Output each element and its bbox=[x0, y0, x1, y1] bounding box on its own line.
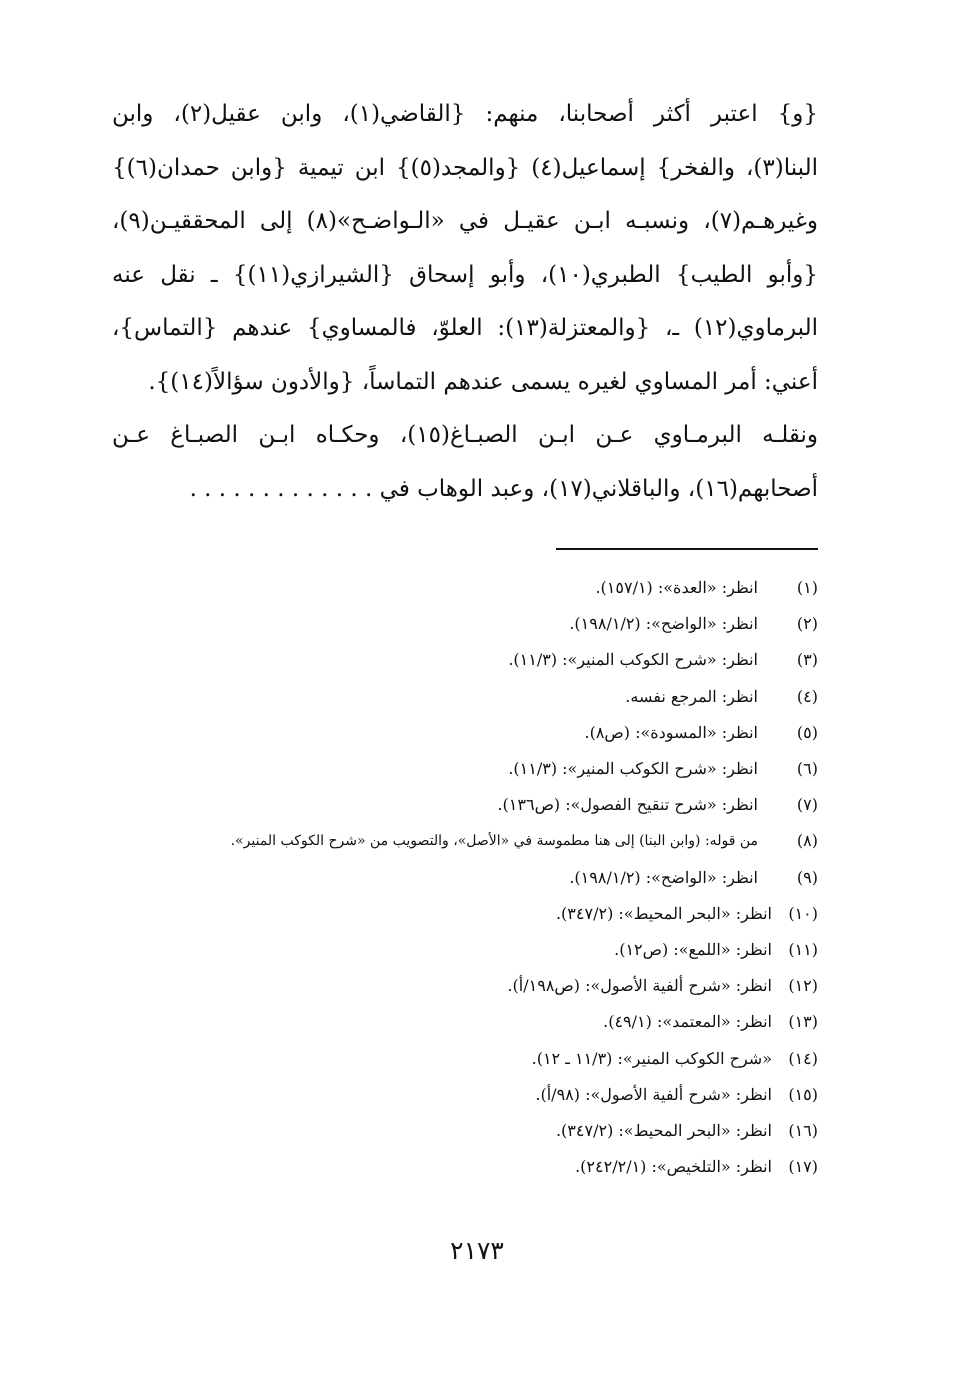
footnote-item bbox=[118, 1077, 818, 1113]
footnote-text: انظر: «شرح ألفية الأصول»: (ص١٩٨/أ). bbox=[507, 976, 772, 996]
footnote-item bbox=[118, 570, 818, 606]
footnote-text: انظر: «شرح ألفية الأصول»: (٩٨/أ). bbox=[535, 1084, 772, 1104]
footnote-text: انظر: «التلخيص»: (٢٤٢/٢/١). bbox=[575, 1157, 772, 1177]
footnote-item bbox=[118, 751, 818, 787]
footnote-number: (١٢) bbox=[788, 976, 818, 996]
footnote-item bbox=[118, 823, 818, 859]
footnote-item bbox=[118, 606, 818, 642]
footnote-number: (٣) bbox=[796, 650, 818, 670]
footnote-item bbox=[118, 642, 818, 678]
footnote-item bbox=[118, 1041, 818, 1077]
footnote-text: انظر: «المسودة»: (ص٨). bbox=[584, 722, 758, 742]
footnote-item bbox=[118, 1149, 818, 1185]
footnote-text: انظر: «البحر المحيط»: (٣٤٧/٢). bbox=[555, 903, 772, 923]
footnote-number: (١) bbox=[796, 578, 818, 597]
footnote-text: «شرح الكوكب المنير»: (١١/٣ ـ ١٢). bbox=[531, 1048, 772, 1068]
footnote-number: (٢) bbox=[796, 614, 818, 634]
footnote-text: انظر: «شرح الكوكب المنير»: (١١/٣). bbox=[508, 650, 758, 670]
footnote-number: (٥) bbox=[796, 722, 818, 742]
main-text-line: أصحابهم(١٦)، والباقلاني(١٧)، وعبد الوهاب في . . . . . . . . . . . . . bbox=[189, 475, 818, 502]
footnote-item bbox=[118, 896, 818, 932]
footnote-number: (٤) bbox=[796, 686, 818, 706]
footnote-item bbox=[118, 932, 818, 968]
footnote-number: (١٦) bbox=[788, 1121, 818, 1141]
footnote-number: (٦) bbox=[796, 759, 818, 779]
footnote-text: انظر: «المعتمد»: (٤٩/١). bbox=[603, 1012, 772, 1032]
main-text-line: أعني: أمر المساوي لغيره يسمى عندهم التماساً، {والأدون سؤالاً(١٤)}. bbox=[148, 368, 818, 395]
footnote-item bbox=[118, 968, 818, 1004]
footnote-number: (١٥) bbox=[788, 1084, 818, 1104]
footnote-number: (٧) bbox=[796, 795, 818, 815]
main-text-line: البرماوي(١٢) ـ، {والمعتزلة(١٣): العلوّ، فالمساوي} عندهم {التماس}، bbox=[112, 315, 818, 341]
footnote-text: من قوله: (وابن البنا) إلى هنا مطموسة في «الأصل»، والتصويب من «شرح الكوكب المنير». bbox=[230, 833, 758, 850]
footnote-item bbox=[118, 787, 818, 823]
footnote-item bbox=[118, 679, 818, 715]
main-text-line: {و} اعتبر أكثر أصحابنا، منهم: {القاضي(١)، وابن عقيل(٢)، وابن bbox=[112, 101, 818, 127]
footnotes-list bbox=[118, 570, 818, 1185]
footnote-number: (١٣) bbox=[788, 1012, 818, 1032]
footnote-number: (١٤) bbox=[788, 1048, 818, 1068]
footnote-text: انظر: «الواضح»: (١٩٨/١/٢). bbox=[569, 867, 758, 887]
footnote-text: انظر: «شرح الكوكب المنير»: (١١/٣). bbox=[508, 759, 758, 779]
footnote-text: انظر: «العدة»: (١٥٧/١). bbox=[595, 578, 758, 597]
footnote-item bbox=[118, 1004, 818, 1040]
footnote-number: (١٠) bbox=[788, 903, 818, 923]
footnote-item bbox=[118, 715, 818, 751]
footnote-number: (٩) bbox=[796, 867, 818, 887]
footnote-text: انظر: المرجع نفسه. bbox=[625, 686, 758, 706]
footnote-item bbox=[118, 860, 818, 896]
footnote-text: انظر: «شرح تنقيح الفصول»: (ص١٣٦). bbox=[497, 795, 758, 815]
main-text-line: ونقلـه البرمـاوي عـن ابـن الصبـاغ(١٥)، وحكـاه ابـن الصبـاغ عـن bbox=[112, 422, 818, 448]
footnote-item bbox=[118, 1113, 818, 1149]
footnote-separator bbox=[556, 548, 818, 550]
footnote-text: انظر: «الواضح»: (١٩٨/١/٢). bbox=[569, 614, 758, 634]
footnote-number: (١١) bbox=[788, 940, 818, 960]
footnote-number: (٨) bbox=[796, 831, 818, 851]
main-body-text bbox=[112, 88, 818, 516]
main-text-line: {وأبو الطيب} الطبري(١٠)، وأبو إسحاق {الشيرازي(١١)} ـ نقل عنه bbox=[112, 261, 818, 288]
footnote-number: (١٧) bbox=[788, 1157, 818, 1177]
main-text-line: وغيرهـم(٧)، ونسبـه ابـن عقيـل في «الـواضـح»(٨) إلى المحققيـن(٩)، bbox=[112, 208, 818, 234]
main-text-line: البنا(٣)، والفخر} إسماعيل(٤) {والمجد(٥)} ابن تيمية {وابن حمدان(٦)} bbox=[112, 154, 818, 181]
page-number: ٢١٧٣ bbox=[450, 1236, 504, 1265]
footnote-text: انظر: «البحر المحيط»: (٣٤٧/٢). bbox=[555, 1121, 772, 1141]
footnote-text: انظر: «اللمع»: (ص١٢). bbox=[614, 940, 772, 960]
